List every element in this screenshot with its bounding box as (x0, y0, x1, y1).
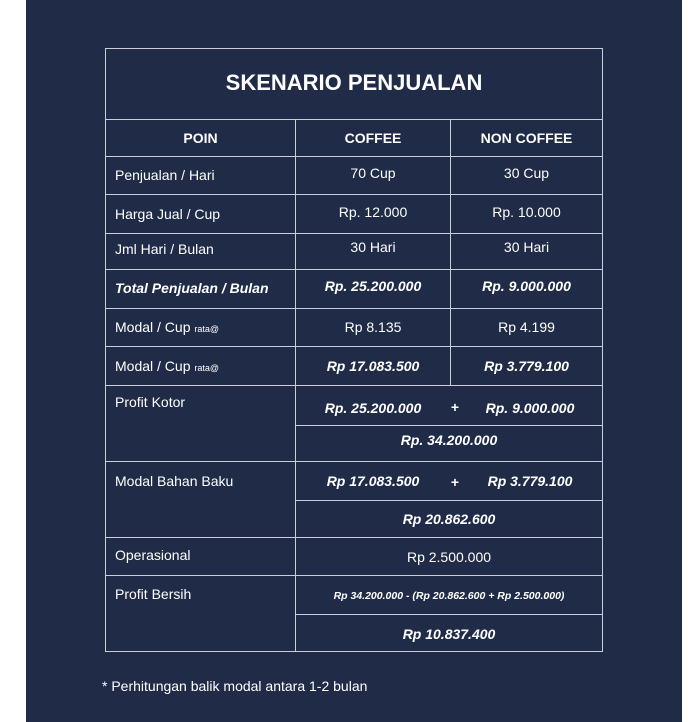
footnote: * Perhitungan balik modal antara 1-2 bulan (102, 678, 368, 694)
operasional-value: Rp 2.500.000 (406, 549, 492, 565)
profit-bersih-formula: Rp 34.200.000 - (Rp 20.862.600 + Rp 2.500.000) (333, 590, 565, 602)
row-label-wrap (115, 319, 219, 335)
row-label: Profit Bersih (115, 586, 192, 602)
row-label-wrap (115, 358, 219, 374)
coffee-value: 70 Cup (350, 165, 396, 181)
coffee-value: Rp. 25.200.000 (324, 278, 422, 294)
row-label: Operasional (115, 547, 191, 563)
row-label-suffix: rata@ (194, 363, 220, 373)
row-label: Modal Bahan Baku (115, 473, 234, 489)
row-label: Harga Jual / Cup (115, 206, 221, 222)
coffee-value: Rp 8.135 (344, 319, 402, 335)
plus-sign: + (450, 399, 460, 415)
coffee-value: 30 Hari (350, 239, 396, 255)
modal-bahan-coffee: Rp 17.083.500 (326, 473, 420, 489)
profit-kotor-total: Rp. 34.200.000 (400, 432, 498, 448)
header-poin: POIN (183, 130, 218, 146)
non-coffee-value: 30 Hari (503, 239, 550, 255)
row-label: Jml Hari / Bulan (115, 241, 214, 257)
modal-bahan-non-coffee: Rp 3.779.100 (487, 473, 573, 489)
modal-bahan-total: Rp 20.862.600 (402, 511, 496, 527)
non-coffee-value: Rp. 9.000.000 (482, 278, 571, 294)
non-coffee-value: Rp. 10.000 (492, 204, 561, 220)
plus-sign: + (450, 474, 460, 490)
profit-kotor-coffee: Rp. 25.200.000 (324, 400, 422, 416)
non-coffee-value: Rp 4.199 (498, 319, 555, 335)
row-label: Modal / Cup (115, 319, 191, 335)
non-coffee-value: Rp 3.779.100 (484, 358, 569, 374)
table-title: SKENARIO PENJUALAN (225, 70, 483, 95)
row-label-suffix: rata@ (194, 324, 220, 334)
row-label: Penjualan / Hari (115, 167, 215, 183)
non-coffee-value: 30 Cup (503, 165, 550, 181)
row-label: Total Penjualan / Bulan (115, 280, 269, 296)
row-label: Profit Kotor (115, 394, 186, 410)
coffee-value: Rp. 12.000 (338, 204, 408, 220)
header-non-coffee: NON COFFEE (480, 130, 573, 146)
profit-bersih-total: Rp 10.837.400 (402, 626, 496, 642)
profit-kotor-non-coffee: Rp. 9.000.000 (485, 400, 575, 416)
row-label: Modal / Cup (115, 358, 191, 374)
coffee-value: Rp 17.083.500 (326, 358, 420, 374)
header-coffee: COFFEE (344, 130, 402, 146)
